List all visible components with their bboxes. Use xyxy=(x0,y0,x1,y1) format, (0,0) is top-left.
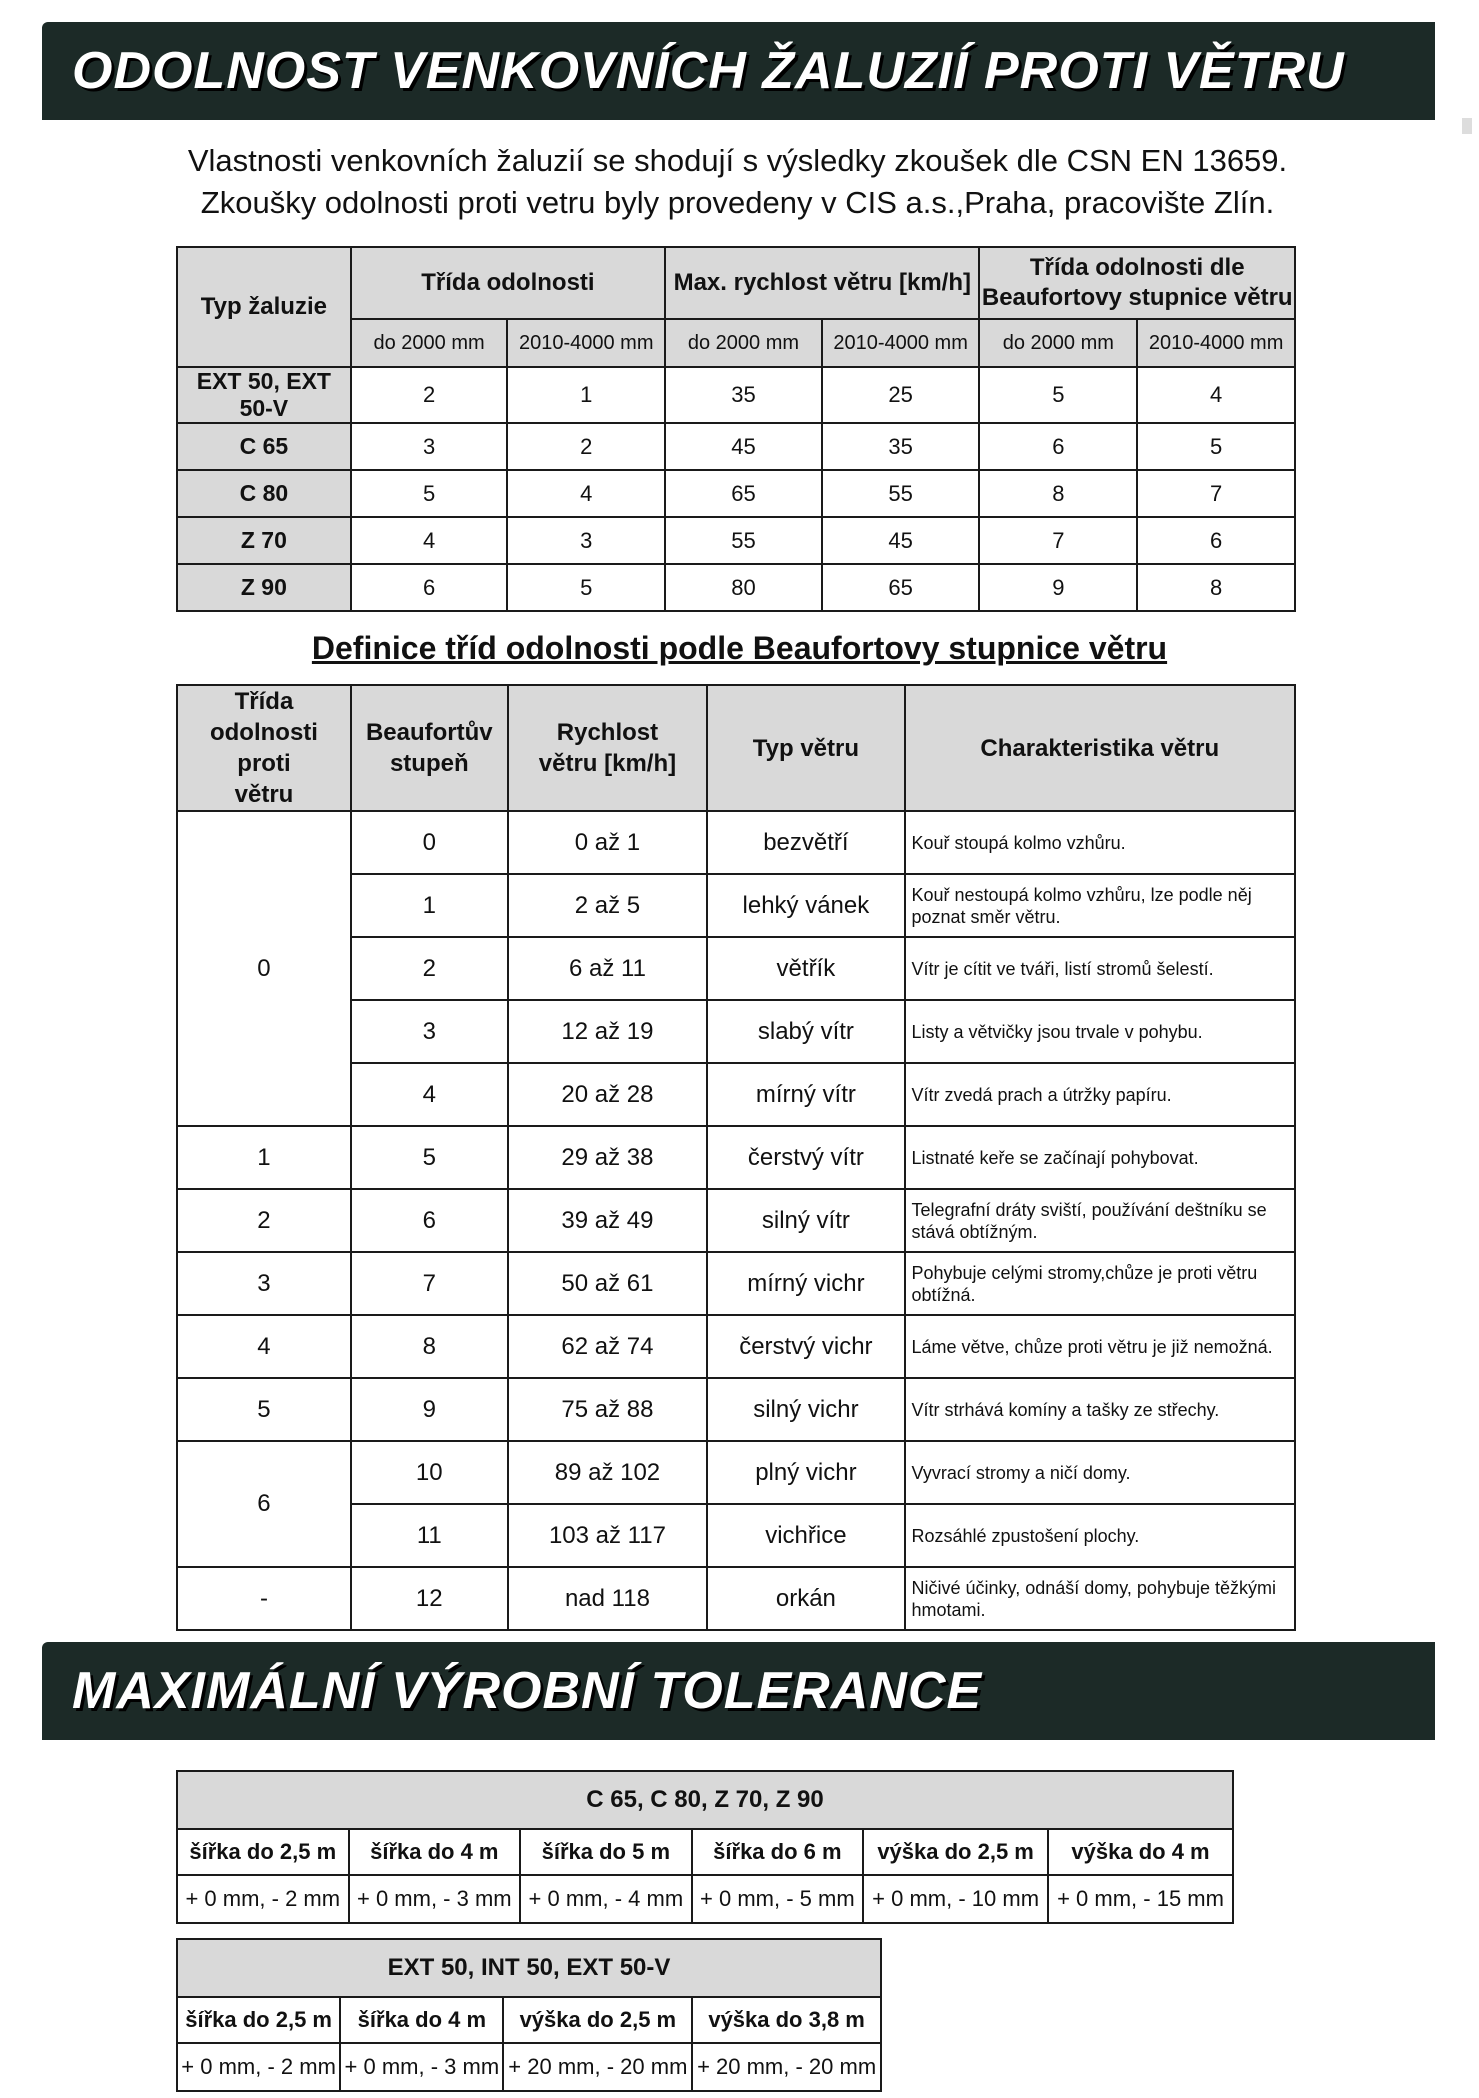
table-cell: 55 xyxy=(665,517,822,564)
table-row xyxy=(177,1252,1295,1315)
table-cell: nad 118 xyxy=(508,1567,708,1630)
table-cell: 65 xyxy=(665,470,822,517)
table-row xyxy=(177,1441,1295,1504)
tolerance-value: + 0 mm, - 3 mm xyxy=(349,1875,521,1923)
intro-line-2: Zkoušky odolnosti proti vetru byly provedeny v CIS a.s.,Praha, pracovište Zlín. xyxy=(200,185,1275,220)
table-cell: 4 xyxy=(1137,367,1295,423)
table-cell: 50 až 61 xyxy=(508,1252,708,1315)
col-class-header: Třída odolnosti xyxy=(351,247,665,319)
table-cell: 4 xyxy=(351,1063,508,1126)
header-banner xyxy=(42,22,1435,120)
col-header: Třída odolnosti proti větru xyxy=(177,685,351,811)
intro-line-1: Vlastnosti venkovních žaluzií se shodují s výsledky zkoušek dle CSN EN 13659. xyxy=(187,143,1288,178)
col-header: Beaufortův stupeň xyxy=(351,685,508,811)
col-type-header: Typ žaluzie xyxy=(177,247,351,367)
table-cell: bezvětří xyxy=(707,811,904,874)
tolerance-category: šířka do 5 m xyxy=(520,1829,692,1875)
table-cell: Vítr zvedá prach a útržky papíru. xyxy=(905,1063,1296,1126)
resistance-class: 0 xyxy=(177,811,351,1126)
table-cell: 5 xyxy=(1137,423,1295,470)
table-cell: čerstvý vítr xyxy=(707,1126,904,1189)
table-row xyxy=(177,423,1295,470)
tolerance-category: výška do 4 m xyxy=(1048,1829,1233,1875)
intro-text xyxy=(0,140,1479,224)
table-cell: 7 xyxy=(1137,470,1295,517)
table-cell: větřík xyxy=(707,937,904,1000)
sub-header: do 2000 mm xyxy=(979,319,1137,367)
wind-resistance-table xyxy=(176,246,1296,612)
table-cell: 4 xyxy=(351,517,508,564)
table-cell: Pohybuje celými stromy,chůze je proti větru obtížná. xyxy=(905,1252,1296,1315)
resistance-class: 2 xyxy=(177,1189,351,1252)
sub-header: do 2000 mm xyxy=(665,319,822,367)
table-cell: Vyvrací stromy a ničí domy. xyxy=(905,1441,1296,1504)
sub-header: 2010-4000 mm xyxy=(1137,319,1295,367)
table-cell: 35 xyxy=(822,423,980,470)
table-cell: 45 xyxy=(822,517,980,564)
table-cell: 25 xyxy=(822,367,980,423)
table-cell: Láme větve, chůze proti větru je již nemožná. xyxy=(905,1315,1296,1378)
table-cell: 1 xyxy=(507,367,665,423)
table-cell: vichřice xyxy=(707,1504,904,1567)
table-cell: 3 xyxy=(351,423,508,470)
table-cell: 89 až 102 xyxy=(508,1441,708,1504)
table-row xyxy=(177,1378,1295,1441)
table-cell: 39 až 49 xyxy=(508,1189,708,1252)
table-cell: 2 xyxy=(351,937,508,1000)
table-cell: 45 xyxy=(665,423,822,470)
tolerance-value: + 20 mm, - 20 mm xyxy=(503,2043,692,2091)
table-cell: 0 až 1 xyxy=(508,811,708,874)
table-cell: Kouř nestoupá kolmo vzhůru, lze podle něj poznat směr větru. xyxy=(905,874,1296,937)
edge-mark xyxy=(1462,118,1472,134)
table-cell: 8 xyxy=(351,1315,508,1378)
table-cell: 2 až 5 xyxy=(508,874,708,937)
table-row xyxy=(177,367,1295,423)
table-cell: 29 až 38 xyxy=(508,1126,708,1189)
tolerance-category: šířka do 6 m xyxy=(692,1829,864,1875)
table-cell: 20 až 28 xyxy=(508,1063,708,1126)
table-row xyxy=(177,564,1295,611)
table-cell: 9 xyxy=(351,1378,508,1441)
table-cell: 2 xyxy=(507,423,665,470)
resistance-class: - xyxy=(177,1567,351,1630)
table-cell: 3 xyxy=(507,517,665,564)
table-cell: 0 xyxy=(351,811,508,874)
table-cell: 80 xyxy=(665,564,822,611)
sub-header: do 2000 mm xyxy=(351,319,508,367)
table-cell: 5 xyxy=(351,470,508,517)
table-row xyxy=(177,1315,1295,1378)
table-cell: 12 až 19 xyxy=(508,1000,708,1063)
tolerance-table-ext xyxy=(176,1938,882,2092)
table-cell: čerstvý vichr xyxy=(707,1315,904,1378)
table-cell: 6 xyxy=(351,1189,508,1252)
table-cell: 2 xyxy=(351,367,508,423)
table-row xyxy=(177,1189,1295,1252)
table-cell: 8 xyxy=(1137,564,1295,611)
table-cell: lehký vánek xyxy=(707,874,904,937)
table-cell: mírný vítr xyxy=(707,1063,904,1126)
tolerance-value: + 0 mm, - 10 mm xyxy=(863,1875,1048,1923)
table-cell: 55 xyxy=(822,470,980,517)
table-cell: 1 xyxy=(351,874,508,937)
section-title: MAXIMÁLNÍ VÝROBNÍ TOLERANCE xyxy=(72,1662,983,1720)
table-cell: Rozsáhlé zpustošení plochy. xyxy=(905,1504,1296,1567)
resistance-class: 4 xyxy=(177,1315,351,1378)
sub-header: 2010-4000 mm xyxy=(822,319,980,367)
tolerance-value: + 0 mm, - 15 mm xyxy=(1048,1875,1233,1923)
tolerance-value: + 20 mm, - 20 mm xyxy=(692,2043,881,2091)
tolerance-category: šířka do 4 m xyxy=(340,1997,503,2043)
table-cell: 75 až 88 xyxy=(508,1378,708,1441)
beaufort-section-title: Definice tříd odolnosti podle Beaufortovy stupnice větru xyxy=(311,630,1168,666)
col-header: Charakteristika větru xyxy=(905,685,1296,811)
tolerance-title: C 65, C 80, Z 70, Z 90 xyxy=(177,1771,1233,1829)
tolerance-value: + 0 mm, - 4 mm xyxy=(520,1875,692,1923)
table-cell: slabý vítr xyxy=(707,1000,904,1063)
table-cell: 6 až 11 xyxy=(508,937,708,1000)
tolerance-category: šířka do 2,5 m xyxy=(177,1829,349,1875)
table-row xyxy=(177,1567,1295,1630)
blind-type: C 80 xyxy=(177,470,351,517)
tolerance-value: + 0 mm, - 3 mm xyxy=(340,2043,503,2091)
tolerance-category: šířka do 2,5 m xyxy=(177,1997,340,2043)
tolerance-category: šířka do 4 m xyxy=(349,1829,521,1875)
tolerance-banner xyxy=(42,1642,1435,1740)
table-row xyxy=(177,811,1295,874)
table-row xyxy=(177,470,1295,517)
table-cell: 9 xyxy=(979,564,1137,611)
table-cell: silný vítr xyxy=(707,1189,904,1252)
table-row xyxy=(177,1875,1233,1923)
table-cell: orkán xyxy=(707,1567,904,1630)
table-cell: 4 xyxy=(507,470,665,517)
sub-header: 2010-4000 mm xyxy=(507,319,665,367)
table-cell: 5 xyxy=(507,564,665,611)
table-cell: Vítr strhává komíny a tašky ze střechy. xyxy=(905,1378,1296,1441)
table-cell: 7 xyxy=(979,517,1137,564)
table-row xyxy=(177,2043,881,2091)
table-cell: Listnaté keře se začínají pohybovat. xyxy=(905,1126,1296,1189)
table-cell: 35 xyxy=(665,367,822,423)
table-cell: 6 xyxy=(351,564,508,611)
blind-type: Z 90 xyxy=(177,564,351,611)
tolerance-value: + 0 mm, - 5 mm xyxy=(692,1875,864,1923)
table-cell: Ničivé účinky, odnáší domy, pohybuje těžkými hmotami. xyxy=(905,1567,1296,1630)
col-header: Rychlost větru [km/h] xyxy=(508,685,708,811)
beaufort-table xyxy=(176,684,1296,1631)
col-header: Typ větru xyxy=(707,685,904,811)
tolerance-value: + 0 mm, - 2 mm xyxy=(177,2043,340,2091)
table-cell: Kouř stoupá kolmo vzhůru. xyxy=(905,811,1296,874)
table-cell: Telegrafní dráty sviští, používání deštníku se stává obtížným. xyxy=(905,1189,1296,1252)
table-cell: Vítr je cítit ve tváři, listí stromů šelestí. xyxy=(905,937,1296,1000)
table-cell: 62 až 74 xyxy=(508,1315,708,1378)
table-cell: 12 xyxy=(351,1567,508,1630)
table-cell: 6 xyxy=(979,423,1137,470)
table-cell: 3 xyxy=(351,1000,508,1063)
resistance-class: 3 xyxy=(177,1252,351,1315)
table-cell: 103 až 117 xyxy=(508,1504,708,1567)
table-cell: 8 xyxy=(979,470,1137,517)
table-cell: 6 xyxy=(1137,517,1295,564)
page-title: ODOLNOST VENKOVNÍCH ŽALUZIÍ PROTI VĚTRU xyxy=(72,42,1345,100)
tolerance-category: výška do 2,5 m xyxy=(503,1997,692,2043)
resistance-class: 1 xyxy=(177,1126,351,1189)
table-cell: 10 xyxy=(351,1441,508,1504)
table-cell: 11 xyxy=(351,1504,508,1567)
tolerance-category: výška do 2,5 m xyxy=(863,1829,1048,1875)
resistance-class: 6 xyxy=(177,1441,351,1567)
tolerance-value: + 0 mm, - 2 mm xyxy=(177,1875,349,1923)
tolerance-table-c-z xyxy=(176,1770,1234,1924)
table-cell: mírný vichr xyxy=(707,1252,904,1315)
blind-type: EXT 50, EXT 50-V xyxy=(177,367,351,423)
table-row xyxy=(177,517,1295,564)
resistance-class: 5 xyxy=(177,1378,351,1441)
table-cell: 7 xyxy=(351,1252,508,1315)
col-speed-header: Max. rychlost větru [km/h] xyxy=(665,247,979,319)
table-cell: 5 xyxy=(351,1126,508,1189)
table-cell: plný vichr xyxy=(707,1441,904,1504)
table-cell: 65 xyxy=(822,564,980,611)
col-beaufort-header: Třída odolnosti dle Beaufortovy stupnice větru xyxy=(979,247,1295,319)
table-cell: 5 xyxy=(979,367,1137,423)
blind-type: C 65 xyxy=(177,423,351,470)
tolerance-category: výška do 3,8 m xyxy=(692,1997,881,2043)
table-row xyxy=(177,1126,1295,1189)
table-cell: silný vichr xyxy=(707,1378,904,1441)
tolerance-title: EXT 50, INT 50, EXT 50-V xyxy=(177,1939,881,1997)
table-cell: Listy a větvičky jsou trvale v pohybu. xyxy=(905,1000,1296,1063)
blind-type: Z 70 xyxy=(177,517,351,564)
